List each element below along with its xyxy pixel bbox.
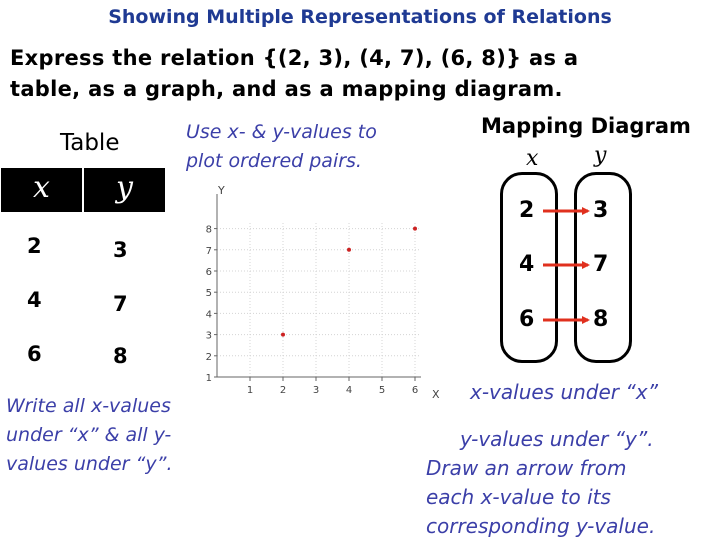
table-title: Table xyxy=(60,130,120,156)
graph-note xyxy=(186,118,377,176)
x-tick-label: 4 xyxy=(345,385,353,396)
mapping-note xyxy=(426,378,658,541)
x-tick-label: 2 xyxy=(279,385,287,396)
page-title: Showing Multiple Representations of Relations xyxy=(108,6,612,28)
table-cell-x: 6 xyxy=(27,342,42,366)
mapping-y-value: 3 xyxy=(593,198,609,223)
mapping-x-value: 4 xyxy=(519,252,535,277)
intro-line-1: Express the relation {(2, 3), (4, 7), (6, 8)} as a xyxy=(10,46,579,70)
mapping-note-line: corresponding y-value. xyxy=(426,514,656,538)
graph-note-line: Use x- & y-values to xyxy=(186,121,377,143)
mapping-y-value: 8 xyxy=(593,307,609,332)
x-tick-label: 6 xyxy=(411,385,419,396)
table-note-line: values under “y”. xyxy=(6,453,173,475)
y-tick-label: 4 xyxy=(205,309,212,321)
y-tick-label: 7 xyxy=(205,245,212,257)
mapping-arrows xyxy=(540,200,600,330)
y-axis-label: Y xyxy=(218,184,225,197)
y-tick-label: 1 xyxy=(205,373,212,384)
y-tick-label: 3 xyxy=(205,330,212,342)
y-tick-label: 6 xyxy=(205,267,212,278)
mapping-x-value: 2 xyxy=(519,198,535,223)
table-header-x: x xyxy=(1,168,82,212)
table-header-divider xyxy=(83,168,84,212)
mapping-x-value: 6 xyxy=(519,307,535,332)
mapping-note-line: Draw an arrow from xyxy=(426,456,627,480)
data-point xyxy=(347,248,351,252)
table-cell-y: 7 xyxy=(113,292,128,316)
mapping-y-value: 7 xyxy=(593,252,609,277)
y-tick-label: 8 xyxy=(205,224,212,236)
x-tick-label: 3 xyxy=(312,385,320,396)
data-point xyxy=(413,227,417,231)
intro-line-2: table, as a graph, and as a mapping diagram. xyxy=(10,77,563,101)
table-cell-y: 8 xyxy=(113,344,128,368)
x-tick-label: 1 xyxy=(246,385,254,396)
table-note-line: under “x” & all y- xyxy=(6,424,172,446)
table-cell-x: 4 xyxy=(27,288,42,312)
coordinate-graph xyxy=(196,180,446,420)
table-cell-x: 2 xyxy=(27,234,42,258)
mapping-title: Mapping Diagram xyxy=(481,114,691,138)
mapping-note-line: each x-value to its xyxy=(426,485,611,509)
x-tick-label: 5 xyxy=(378,385,386,396)
y-tick-label: 5 xyxy=(205,288,212,300)
mapping-header-x: x xyxy=(526,146,539,171)
table-note-line: Write all x-values xyxy=(6,395,171,417)
table-cell-y: 3 xyxy=(113,238,128,262)
table-header-y: y xyxy=(84,168,165,212)
table-note xyxy=(6,392,188,479)
mapping-note-line: x-values under “x” xyxy=(470,380,658,404)
mapping-header-y: y xyxy=(594,143,607,168)
y-tick-label: 2 xyxy=(205,351,212,363)
mapping-note-line: y-values under “y”. xyxy=(460,427,654,451)
graph-note-line: plot ordered pairs. xyxy=(186,150,362,172)
data-point xyxy=(281,333,285,337)
x-axis-label: X xyxy=(432,388,440,401)
